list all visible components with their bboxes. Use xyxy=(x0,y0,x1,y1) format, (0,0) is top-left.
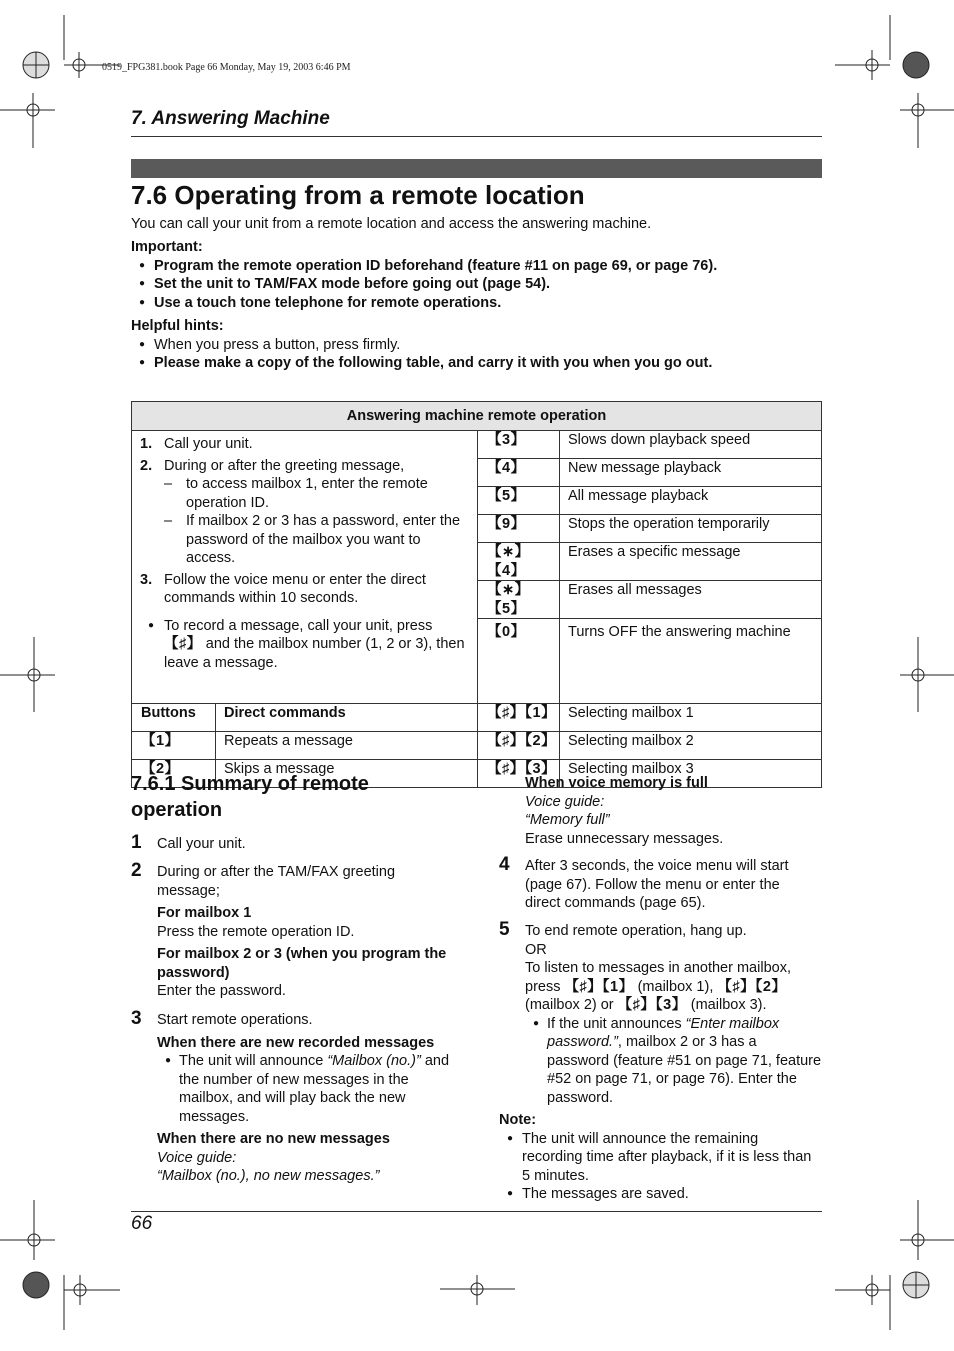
step-number: 1. xyxy=(140,436,153,452)
title-bar xyxy=(131,159,822,178)
command-key: 【♯】【3】 xyxy=(478,760,560,788)
command-key: 【0】 xyxy=(478,619,560,704)
important-item: ● Use a touch tone telephone for remote operations. xyxy=(131,294,831,313)
important-item: ● Set the unit to TAM/FAX mode before going out (page 54). xyxy=(131,275,831,294)
memory-full-label: When voice memory is full xyxy=(525,775,708,791)
sub-step: – to access mailbox 1, enter the remote operation ID. xyxy=(164,475,469,512)
voice-guide-label: Voice guide: xyxy=(525,793,605,810)
step-text: During or after the greeting message, xyxy=(164,457,405,474)
password-hint: ● If the unit announces “Enter mailbox password.”, mailbox 2 or 3 has a password (feature #51 on page 71, feature #52 on page 71, or page 76). Enter the password. xyxy=(525,1015,822,1108)
button-desc: Skips a message xyxy=(216,760,478,788)
step-text: After 3 seconds, the voice menu will start (page 67). Follow the menu or enter the direct commands (page 65). xyxy=(525,858,789,911)
step-text: Follow the voice menu or enter the direct commands within 10 seconds. xyxy=(164,571,426,606)
voice-guide-label: Voice guide: xyxy=(157,1149,237,1166)
command-desc: Selecting mailbox 2 xyxy=(560,732,822,760)
step-text: During or after the TAM/FAX greeting message; xyxy=(157,864,396,899)
command-desc: Erases a specific message xyxy=(560,543,822,581)
note-label: Note: xyxy=(499,1112,537,1128)
command-desc: Slows down playback speed xyxy=(560,431,822,459)
mailbox23-text: Enter the password. xyxy=(157,983,286,999)
hints-section xyxy=(131,317,831,373)
mailbox1-text: Press the remote operation ID. xyxy=(157,923,355,940)
step-5-block xyxy=(525,922,822,1107)
important-section xyxy=(131,238,831,312)
summary-heading: 7.6.1 Summary of remote operation xyxy=(131,773,369,821)
step-number: 2. xyxy=(140,457,153,474)
remote-operation-table xyxy=(131,401,822,788)
command-desc: New message playback xyxy=(560,459,822,487)
hint-item: ● When you press a button, press firmly. xyxy=(131,336,831,355)
footer-rule xyxy=(131,1211,822,1212)
hash-key: 【♯】 xyxy=(164,636,202,652)
hints-label: Helpful hints: xyxy=(131,318,224,334)
voice-guide-quote: “Mailbox (no.), no new messages.” xyxy=(157,1168,380,1184)
command-key: 【♯】【1】 xyxy=(478,704,560,732)
record-hint: ● To record a message, call your unit, press 【♯】 and the mailbox number (1, 2 or 3), then leave a message. xyxy=(140,617,469,673)
command-desc: Stops the operation temporarily xyxy=(560,515,822,543)
chapter-heading: 7. Answering Machine xyxy=(131,108,330,129)
listen-text: To listen to messages in another mailbox, press 【♯】【1】 (mailbox 1), 【♯】【2】 (mailbox 2) or 【♯】【3】 (mailbox 3). xyxy=(525,960,791,1013)
step-text: Call your unit. xyxy=(157,836,246,852)
command-key: 【∗】【4】 xyxy=(478,543,560,581)
step-number: 5 xyxy=(499,919,510,940)
col-buttons-header: Buttons xyxy=(132,704,216,732)
sub-step: – If mailbox 2 or 3 has a password, enter the password of the mailbox you want to access. xyxy=(164,512,469,568)
step-number: 2 xyxy=(131,860,142,881)
header-rule xyxy=(131,136,822,137)
command-key: 【9】 xyxy=(478,515,560,543)
intro-text: You can call your unit from a remote location and access the answering machine. xyxy=(131,216,652,232)
step-3-block xyxy=(157,1011,457,1186)
note-item: ● The messages are saved. xyxy=(499,1185,822,1204)
or-text: OR xyxy=(525,941,547,958)
important-label: Important: xyxy=(131,239,203,255)
voice-guide-quote: “Memory full” xyxy=(525,812,610,828)
step-number: 4 xyxy=(499,854,510,875)
button-key: 【1】 xyxy=(132,732,216,760)
print-info: 0519_FPG381.book Page 66 Monday, May 19, 2003 6:46 PM xyxy=(102,62,351,73)
mailbox1-label: For mailbox 1 xyxy=(157,905,252,921)
command-key: 【4】 xyxy=(478,459,560,487)
note-block xyxy=(499,1111,822,1204)
command-key: 【∗】【5】 xyxy=(478,581,560,619)
hint-item: ● Please make a copy of the following table, and carry it with you when you go out. xyxy=(131,354,831,373)
step-text: Start remote operations. xyxy=(157,1012,313,1028)
command-desc: Selecting mailbox 1 xyxy=(560,704,822,732)
new-messages-text: ● The unit will announce “Mailbox (no.)” and the number of new messages in the mailbox, and will play back the new messages. xyxy=(157,1052,457,1126)
button-desc: Repeats a message xyxy=(216,732,478,760)
command-key: 【♯】【2】 xyxy=(478,732,560,760)
step-number: 3 xyxy=(131,1008,142,1029)
table-header: Answering machine remote operation xyxy=(132,402,822,431)
command-key: 【5】 xyxy=(478,487,560,515)
memory-full-text: Erase unnecessary messages. xyxy=(525,830,724,847)
command-desc: All message playback xyxy=(560,487,822,515)
command-desc: Turns OFF the answering machine xyxy=(560,619,822,704)
steps-cell xyxy=(132,431,478,704)
command-desc: Erases all messages xyxy=(560,581,822,619)
col-direct-header: Direct commands xyxy=(216,704,478,732)
important-item: ● Program the remote operation ID beforehand (feature #11 on page 69, or page 76). xyxy=(131,257,831,276)
button-key: 【2】 xyxy=(132,760,216,788)
note-item: ● The unit will announce the remaining recording time after playback, if it is less than 5 minutes. xyxy=(499,1130,822,1186)
command-desc: Selecting mailbox 3 xyxy=(560,760,822,788)
step-2-block xyxy=(157,863,457,1001)
no-new-label: When there are no new messages xyxy=(157,1131,390,1147)
step-number: 3. xyxy=(140,571,153,588)
page-title: 7.6 Operating from a remote location xyxy=(131,180,585,210)
mailbox23-label: For mailbox 2 or 3 (when you program the password) xyxy=(157,946,447,981)
memory-full-block xyxy=(525,774,825,848)
command-key: 【3】 xyxy=(478,431,560,459)
step-text: To end remote operation, hang up. xyxy=(525,923,747,939)
step-number: 1 xyxy=(131,832,142,853)
page-number: 66 xyxy=(131,1213,153,1234)
new-messages-label: When there are new recorded messages xyxy=(157,1034,435,1051)
step-text: Call your unit. xyxy=(164,436,253,452)
